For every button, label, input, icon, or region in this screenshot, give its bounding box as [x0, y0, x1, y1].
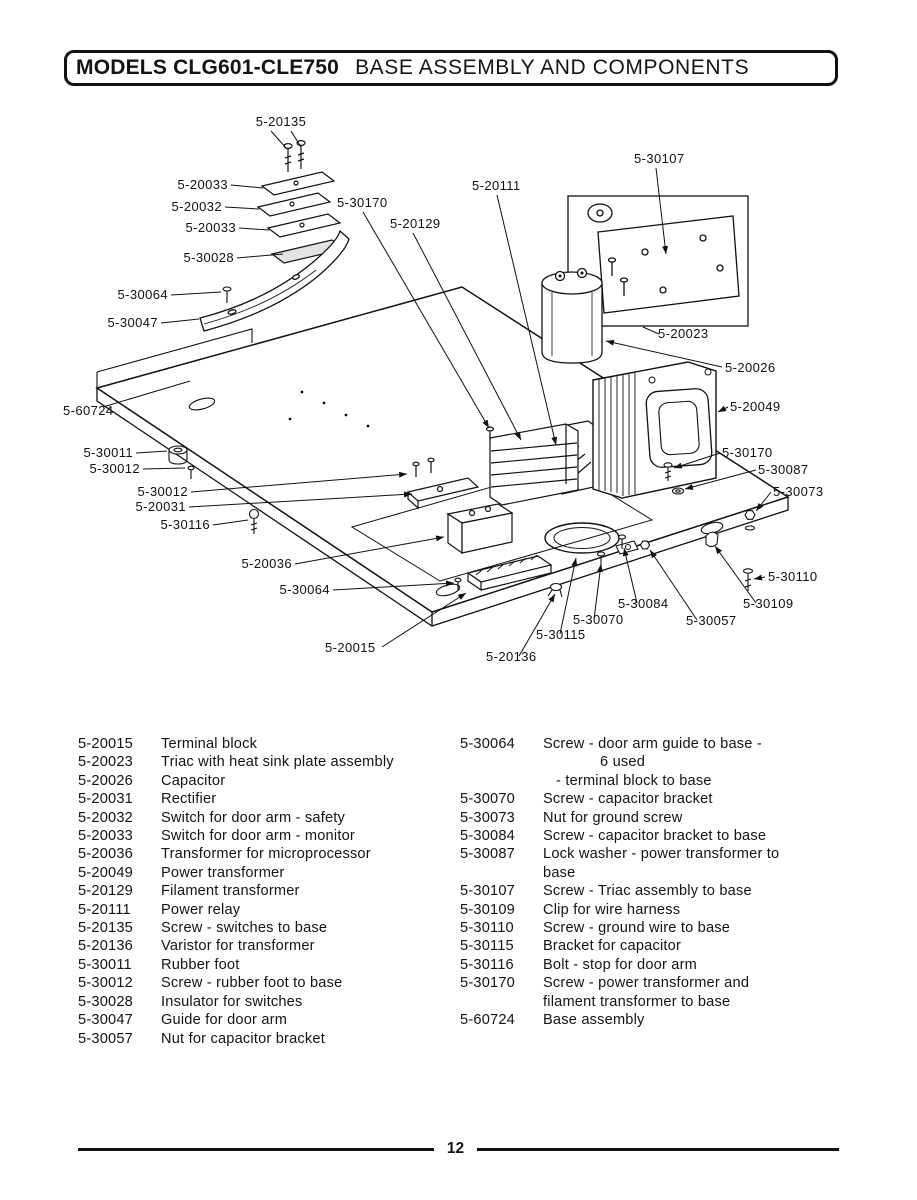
- part-description: Triac with heat sink plate assembly: [161, 754, 394, 771]
- part-number: 5-20033: [78, 828, 133, 845]
- part-description: Capacitor: [161, 772, 226, 789]
- parts-row: [460, 974, 870, 1011]
- part-number: 5-20129: [78, 883, 133, 900]
- callout-5-20026: 5-20026: [725, 360, 776, 375]
- part-description: [543, 845, 870, 882]
- part-number: 5-20036: [78, 846, 133, 863]
- part-description: Insulator for switches: [161, 993, 303, 1010]
- part-description: Transformer for microprocessor: [161, 846, 371, 863]
- part-number: 5-20111: [78, 901, 131, 918]
- filament-transformer: [487, 424, 579, 505]
- callout-5-20033b: 5-20033: [185, 220, 236, 235]
- part-number: 5-30073: [460, 809, 515, 826]
- part-number: 5-20135: [78, 920, 133, 937]
- part-description: Power relay: [161, 901, 241, 918]
- parts-row: [78, 864, 450, 882]
- part-description: Base assembly: [543, 1012, 645, 1029]
- capacitor: [542, 269, 602, 364]
- part-number: 5-20049: [78, 864, 133, 881]
- page-footer: [0, 1140, 917, 1158]
- part-description: Terminal block: [161, 736, 258, 752]
- part-description: Screw - capacitor bracket to base: [543, 828, 767, 845]
- parts-row: [78, 1030, 450, 1048]
- callout-5-20023: 5-20023: [658, 326, 709, 341]
- part-description-line: base: [543, 864, 576, 881]
- parts-row: [460, 1011, 870, 1029]
- callout-5-20129: 5-20129: [390, 216, 441, 231]
- callout-5-30110: 5-30110: [768, 569, 818, 584]
- callout-5-20033a: 5-20033: [177, 177, 228, 192]
- parts-row: [78, 772, 450, 790]
- power-transformer: [593, 362, 716, 498]
- parts-row: [460, 882, 870, 900]
- parts-row: [78, 845, 450, 863]
- parts-list-right: [460, 735, 870, 1030]
- callout-5-30170a: 5-30170: [337, 195, 388, 210]
- callout-5-30028: 5-30028: [183, 250, 234, 265]
- callout-5-30170b: 5-30170: [722, 445, 773, 460]
- part-number: 5-30012: [78, 975, 133, 992]
- part-description: Switch for door arm - monitor: [161, 828, 355, 845]
- part-number: 5-30047: [78, 1012, 133, 1029]
- parts-row: [78, 956, 450, 974]
- part-description: Screw - switches to base: [161, 920, 328, 937]
- footer-rule-right: [477, 1148, 839, 1151]
- parts-row: [460, 809, 870, 827]
- callout-5-30047: 5-30047: [107, 315, 158, 330]
- callout-5-20135: 5-20135: [255, 114, 307, 129]
- part-number: 5-20032: [78, 809, 133, 826]
- callout-5-30064a: 5-30064: [117, 287, 168, 302]
- parts-row: [460, 845, 870, 882]
- part-number: 5-30116: [460, 956, 514, 973]
- callout-5-30064b: 5-30064: [279, 582, 330, 597]
- part-number: 5-20015: [78, 736, 133, 752]
- parts-row: [78, 919, 450, 937]
- part-number: 5-30070: [460, 791, 515, 808]
- callout-5-20036: 5-20036: [241, 556, 292, 571]
- parts-row: [78, 1011, 450, 1029]
- callout-5-60724: 5-60724: [63, 403, 114, 418]
- parts-row: [78, 735, 450, 753]
- parts-row: [460, 937, 870, 955]
- part-number: 5-30107: [460, 883, 515, 900]
- parts-row: [78, 937, 450, 955]
- callout-5-30116: 5-30116: [160, 517, 210, 532]
- callout-5-30070: 5-30070: [573, 612, 624, 627]
- part-description: [543, 974, 870, 1011]
- part-number: 5-60724: [460, 1012, 515, 1029]
- parts-row: [460, 956, 870, 974]
- part-description-line: filament transformer to base: [543, 993, 731, 1010]
- callout-5-20111: 5-20111: [472, 178, 521, 193]
- part-number: 5-20031: [78, 791, 133, 808]
- parts-row: [460, 919, 870, 937]
- part-description-line: Screw - power transformer and: [543, 975, 750, 992]
- part-number: 5-30084: [460, 828, 515, 845]
- part-description: Clip for wire harness: [543, 901, 681, 918]
- callout-5-30115: 5-30115: [536, 627, 586, 642]
- callout-5-20032: 5-20032: [171, 199, 222, 214]
- callout-5-30012b: 5-30012: [137, 484, 188, 499]
- parts-row: [78, 882, 450, 900]
- callout-5-30087: 5-30087: [758, 462, 809, 477]
- part-number: 5-30115: [460, 938, 514, 955]
- callout-5-30084: 5-30084: [618, 596, 669, 611]
- parts-list-left: [78, 735, 450, 1048]
- part-description: Rubber foot: [161, 956, 240, 973]
- callout-5-30011: 5-30011: [83, 445, 133, 460]
- part-description: Screw - rubber foot to base: [161, 975, 343, 992]
- exploded-diagram: [0, 95, 917, 675]
- footer-rule-left: [78, 1148, 434, 1151]
- part-description: Guide for door arm: [161, 1012, 288, 1029]
- part-description-line: 6 used: [600, 754, 646, 771]
- part-description: [543, 735, 870, 790]
- callout-5-30012a: 5-30012: [89, 461, 140, 476]
- parts-row: [78, 827, 450, 845]
- part-number: 5-30087: [460, 846, 515, 863]
- part-description: Bolt - stop for door arm: [543, 956, 698, 973]
- header-banner: [64, 50, 838, 86]
- part-number: 5-30064: [460, 736, 515, 752]
- part-description-line: Screw - door arm guide to base -: [543, 736, 762, 752]
- callout-5-30057: 5-30057: [686, 613, 737, 628]
- parts-row: [460, 901, 870, 919]
- part-description: Switch for door arm - safety: [161, 809, 346, 826]
- part-description-line: - terminal block to base: [556, 772, 712, 789]
- part-number: 5-30057: [78, 1030, 133, 1047]
- part-description: Screw - ground wire to base: [543, 920, 731, 937]
- part-number: 5-20026: [78, 772, 133, 789]
- parts-row: [78, 790, 450, 808]
- part-description: Filament transformer: [161, 883, 300, 900]
- part-description: Nut for ground screw: [543, 809, 683, 826]
- part-description-line: Lock washer - power transformer to: [543, 846, 780, 863]
- part-description: Varistor for transformer: [161, 938, 315, 955]
- callout-5-20031: 5-20031: [135, 499, 186, 514]
- part-number: 5-30170: [460, 975, 515, 992]
- part-description: Rectifier: [161, 791, 217, 808]
- callout-5-20136: 5-20136: [486, 649, 537, 664]
- parts-row: [460, 790, 870, 808]
- part-description: Screw - Triac assembly to base: [543, 883, 752, 900]
- parts-row: [78, 993, 450, 1011]
- callout-5-30109: 5-30109: [743, 596, 794, 611]
- part-number: 5-30011: [78, 956, 132, 973]
- parts-row: [78, 974, 450, 992]
- parts-row: [78, 901, 450, 919]
- page-number: 12: [446, 1140, 465, 1157]
- parts-row: [460, 827, 870, 845]
- part-description: Nut for capacitor bracket: [161, 1030, 325, 1047]
- page-title: BASE ASSEMBLY AND COMPONENTS: [355, 56, 750, 79]
- part-number: 5-20023: [78, 754, 133, 771]
- part-description: Power transformer: [161, 864, 285, 881]
- part-number: 5-30109: [460, 901, 515, 918]
- switch-screws: [284, 141, 305, 172]
- callout-5-20049: 5-20049: [730, 399, 781, 414]
- part-description: Bracket for capacitor: [543, 938, 682, 955]
- part-number: 5-20136: [78, 938, 133, 955]
- callout-5-20015: 5-20015: [325, 640, 376, 655]
- parts-row: [78, 809, 450, 827]
- part-description: Screw - capacitor bracket: [543, 791, 713, 808]
- callout-5-30073: 5-30073: [773, 484, 824, 499]
- part-number: 5-30110: [460, 920, 514, 937]
- callout-5-30107: 5-30107: [634, 151, 685, 166]
- parts-row: [78, 753, 450, 771]
- parts-row: [460, 735, 870, 790]
- part-number: 5-30028: [78, 993, 133, 1010]
- header-models: MODELS CLG601-CLE750: [76, 56, 340, 79]
